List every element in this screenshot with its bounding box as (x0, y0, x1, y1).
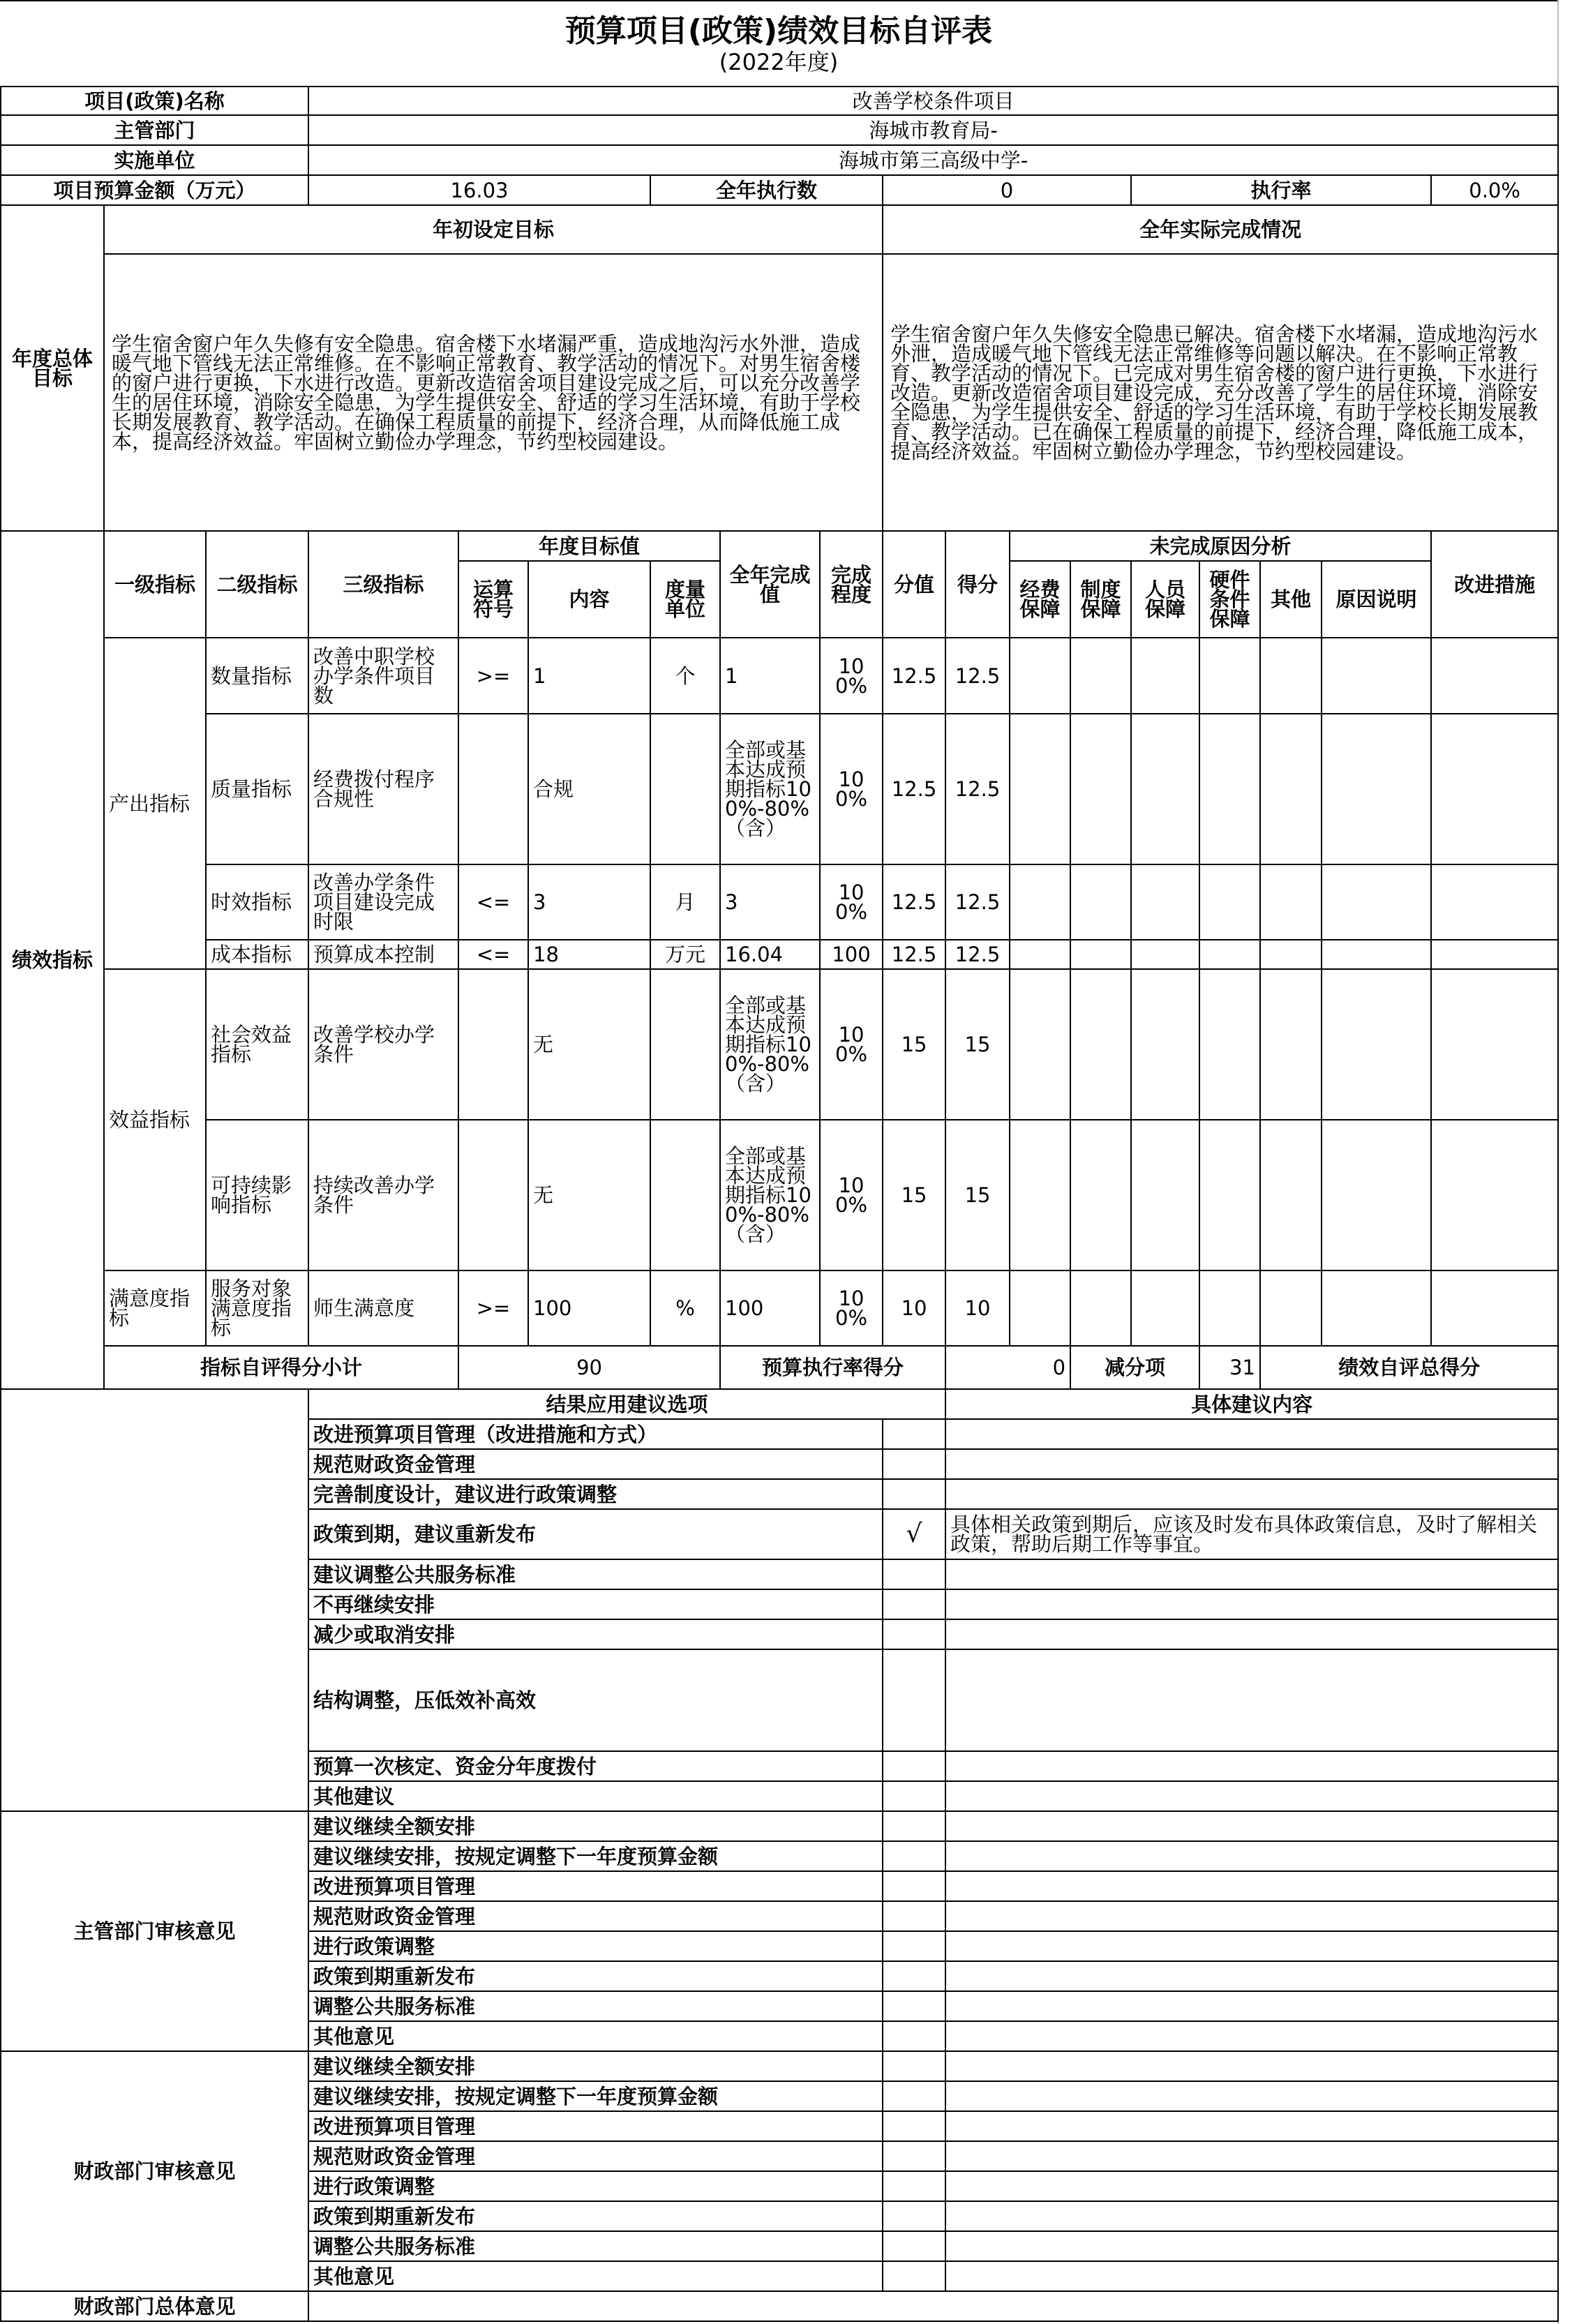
indicator-row (1, 638, 1558, 714)
form-year: (2022年度) (719, 49, 839, 75)
reason-cell[interactable] (1070, 714, 1131, 864)
indicator-degree[interactable]: 100% (820, 1270, 883, 1346)
reason-cell[interactable] (1260, 1270, 1322, 1346)
info-row-dept (1, 115, 1558, 145)
improve-cell[interactable] (1431, 864, 1558, 940)
indicator-l2: 质量指标 (206, 714, 308, 864)
dept-review-content[interactable] (945, 1961, 1558, 1991)
reason-cell[interactable] (1010, 1270, 1070, 1346)
indicator-row (1, 864, 1558, 940)
exec-value[interactable]: 0 (883, 175, 1131, 205)
reason-cell[interactable] (1010, 1120, 1070, 1270)
indicator-l2: 数量指标 (206, 638, 308, 714)
dept-review-check[interactable] (883, 2021, 945, 2051)
summary-row (1, 1346, 1558, 1389)
finance-review-check[interactable] (883, 2051, 945, 2081)
indicator-op[interactable] (458, 714, 528, 864)
indicator-l3: 预算成本控制 (308, 940, 458, 969)
info-row-budget (1, 175, 1558, 205)
indicator-got[interactable]: 15 (945, 969, 1010, 1120)
result-option-check[interactable] (883, 1419, 945, 1449)
info-row-unit (1, 145, 1558, 175)
finance-review-check[interactable] (883, 2261, 945, 2291)
indicator-l3: 师生满意度 (308, 1270, 458, 1346)
unit-value[interactable]: 海城市第三高级中学- (308, 145, 1558, 175)
level3-header: 三级指标 (308, 531, 458, 638)
indicator-row (1, 714, 1558, 864)
improve-cell[interactable] (1431, 940, 1558, 969)
initial-goal-header: 年初设定目标 (104, 205, 883, 254)
result-option-content[interactable]: 具体相关政策到期后，应该及时发布具体政策信息，及时了解相关政策，帮助后期工作等事宜。 (945, 1509, 1558, 1559)
budget-label: 项目预算金额（万元） (1, 175, 308, 205)
reason-cell[interactable] (1199, 969, 1260, 1120)
finance-review-check[interactable] (883, 2081, 945, 2111)
goals-header-row (1, 205, 1558, 254)
improve-cell[interactable] (1431, 969, 1558, 1120)
result-option-label: 预算一次核定、资金分年度拨付 (308, 1751, 883, 1781)
reason-cell[interactable] (1131, 864, 1199, 940)
reason-cell[interactable] (1322, 638, 1431, 714)
indicator-degree[interactable]: 100% (820, 969, 883, 1120)
result-option-check[interactable] (883, 1751, 945, 1781)
finance-overall-content[interactable] (308, 2291, 1558, 2321)
actual-completion-header: 全年实际完成情况 (883, 205, 1558, 254)
finance-review-content[interactable] (945, 2141, 1558, 2171)
result-option-check[interactable] (883, 1649, 945, 1751)
indicator-score[interactable]: 12.5 (883, 864, 945, 940)
rate-value[interactable]: 0.0% (1431, 175, 1558, 205)
subtotal-label: 指标自评得分小计 (104, 1346, 458, 1389)
indicator-l2: 社会效益指标 (206, 969, 308, 1120)
finance-review-label: 财政部门审核意见 (1, 2051, 308, 2291)
dept-review-label: 主管部门审核意见 (1, 1811, 308, 2051)
indicator-op[interactable]: <= (458, 864, 528, 940)
reason-cell[interactable] (1260, 969, 1322, 1120)
finance-review-content[interactable] (945, 2201, 1558, 2231)
reason-cell[interactable] (1322, 714, 1431, 864)
reason-cell[interactable] (1131, 714, 1199, 864)
budget-value[interactable]: 16.03 (308, 175, 650, 205)
finance-review-option: 政策到期重新发布 (308, 2201, 883, 2231)
indicator-content[interactable]: 无 (528, 969, 650, 1120)
result-option-label: 结构调整，压低效补高效 (308, 1649, 883, 1751)
result-option-label: 其他建议 (308, 1781, 883, 1811)
finance-review-content[interactable] (945, 2261, 1558, 2291)
indicator-unit[interactable]: 月 (650, 864, 720, 940)
finance-review-option: 进行政策调整 (308, 2171, 883, 2201)
reason-cell[interactable] (1070, 940, 1131, 969)
form-title-block (0, 0, 1557, 86)
indicator-degree[interactable]: 100% (820, 864, 883, 940)
indicator-op[interactable] (458, 969, 528, 1120)
level2-header: 二级指标 (206, 531, 308, 638)
deduct-label: 减分项 (1070, 1346, 1199, 1389)
project-name-label: 项目(政策)名称 (1, 87, 308, 115)
results-header-row (1, 1389, 1558, 1419)
indicator-l2: 成本指标 (206, 940, 308, 969)
indicator-actual[interactable]: 100 (720, 1270, 820, 1346)
indicator-score[interactable]: 12.5 (883, 638, 945, 714)
reason-cell[interactable] (1260, 638, 1322, 714)
finance-review-check[interactable] (883, 2111, 945, 2141)
indicator-row (1, 1270, 1558, 1346)
got-header: 得分 (945, 531, 1010, 638)
result-content-header: 具体建议内容 (945, 1389, 1558, 1419)
indicator-op[interactable] (458, 1120, 528, 1270)
sheet-gridline-margin (1557, 0, 1579, 2324)
rate-label: 执行率 (1131, 175, 1431, 205)
reason-funding-header: 经费保障 (1010, 561, 1070, 638)
indicator-degree[interactable]: 100% (820, 638, 883, 714)
group-benefit: 效益指标 (104, 969, 206, 1270)
reason-staff-header: 人员保障 (1131, 561, 1199, 638)
indicator-content[interactable]: 无 (528, 1120, 650, 1270)
finance-review-content[interactable] (945, 2231, 1558, 2261)
indicator-actual[interactable]: 1 (720, 638, 820, 714)
dept-review-check[interactable] (883, 1811, 945, 1841)
score-header: 分值 (883, 531, 945, 638)
reason-cell[interactable] (1322, 864, 1431, 940)
result-option-content[interactable] (945, 1649, 1558, 1751)
dept-review-check[interactable] (883, 1841, 945, 1871)
indicator-score[interactable]: 10 (883, 1270, 945, 1346)
finance-overall-label: 财政部门总体意见 (1, 2291, 308, 2321)
finance-review-option: 规范财政资金管理 (308, 2141, 883, 2171)
indicator-l3: 改善中职学校办学条件项目数 (308, 638, 458, 714)
improve-cell[interactable] (1431, 1270, 1558, 1346)
dept-review-option: 其他意见 (308, 2021, 883, 2051)
reason-system-header: 制度保障 (1070, 561, 1131, 638)
dept-review-content[interactable] (945, 1901, 1558, 1931)
level1-header: 一级指标 (104, 531, 206, 638)
finance-review-check[interactable] (883, 2141, 945, 2171)
indicator-actual[interactable]: 全部或基本达成预期指标100%-80%（含） (720, 1120, 820, 1270)
indicator-score[interactable]: 12.5 (883, 714, 945, 864)
indicator-l3: 改善学校办学条件 (308, 969, 458, 1120)
finance-review-option: 调整公共服务标准 (308, 2231, 883, 2261)
indicator-score[interactable]: 15 (883, 969, 945, 1120)
result-option-check[interactable] (883, 1449, 945, 1479)
reason-cell[interactable] (1199, 1270, 1260, 1346)
reason-cell[interactable] (1070, 1120, 1131, 1270)
indicator-l3: 改善办学条件项目建设完成时限 (308, 864, 458, 940)
finance-review-option: 建议继续安排，按规定调整下一年度预算金额 (308, 2081, 883, 2111)
result-option-check[interactable] (883, 1619, 945, 1649)
indicator-l2: 可持续影响指标 (206, 1120, 308, 1270)
finance-review-option: 建议继续全额安排 (308, 2051, 883, 2081)
indicator-content[interactable]: 3 (528, 864, 650, 940)
indicator-content[interactable]: 18 (528, 940, 650, 969)
dept-review-check[interactable] (883, 1991, 945, 2021)
improve-cell[interactable] (1431, 714, 1558, 864)
unit-label: 实施单位 (1, 145, 308, 175)
indicator-score[interactable]: 15 (883, 1120, 945, 1270)
indicator-got[interactable]: 12.5 (945, 940, 1010, 969)
result-option-content[interactable] (945, 1479, 1558, 1509)
indicator-unit[interactable]: 万元 (650, 940, 720, 969)
group-satisfaction: 满意度指标 (104, 1270, 206, 1346)
result-option-check[interactable] (883, 1559, 945, 1589)
reason-cell[interactable] (1199, 714, 1260, 864)
reason-cell[interactable] (1131, 1270, 1199, 1346)
finance-review-content[interactable] (945, 2081, 1558, 2111)
dept-review-content[interactable] (945, 1931, 1558, 1961)
indicator-actual[interactable]: 全部或基本达成预期指标100%-80%（含） (720, 714, 820, 864)
actual-value-header: 全年完成值 (720, 531, 820, 638)
result-option-content[interactable] (945, 1419, 1558, 1449)
finance-review-check[interactable] (883, 2231, 945, 2261)
indicator-row (1, 940, 1558, 969)
indicator-actual[interactable]: 全部或基本达成预期指标100%-80%（含） (720, 969, 820, 1120)
indicator-got[interactable]: 12.5 (945, 638, 1010, 714)
improve-cell[interactable] (1431, 1120, 1558, 1270)
reason-cell[interactable] (1322, 1270, 1431, 1346)
budget-score-label: 预算执行率得分 (720, 1346, 945, 1389)
content-header: 内容 (528, 561, 650, 638)
indicator-unit[interactable] (650, 714, 720, 864)
indicator-got[interactable]: 12.5 (945, 714, 1010, 864)
results-blank-label (1, 1389, 308, 1811)
dept-review-check[interactable] (883, 1901, 945, 1931)
dept-review-option: 政策到期重新发布 (308, 1961, 883, 1991)
indicator-actual[interactable]: 16.04 (720, 940, 820, 969)
dept-review-content[interactable] (945, 2021, 1558, 2051)
reason-cell[interactable] (1070, 1270, 1131, 1346)
improve-cell[interactable] (1431, 638, 1558, 714)
result-option-check[interactable] (883, 1479, 945, 1509)
actual-completion-text[interactable]: 学生宿舍窗户年久失修安全隐患已解决。宿舍楼下水堵漏，造成地沟污水外泄，造成暖气地下管线无法正常维修等问题以解决。在不影响正常教育、教学活动的情况下。已完成对男生宿舍楼的窗户进行更换，下水进行改造。更新改造宿舍项目建设完成，充分改善了学生的居住环境，消除安全隐患，为学生提供安全、舒适的学习生活环境，有助于学校长期发展教育、教学活动。已在确保工程质量的前提下，经济合理，降低施工成本，提高经济效益。牢固树立勤俭办学理念，节约型校园建设。 (883, 254, 1558, 531)
result-option-check[interactable] (883, 1781, 945, 1811)
result-option-label: 改进预算项目管理（改进措施和方式） (308, 1419, 883, 1449)
reason-cell[interactable] (1199, 864, 1260, 940)
indicator-l3: 持续改善办学条件 (308, 1120, 458, 1270)
improve-header: 改进措施 (1431, 531, 1558, 638)
reason-cell[interactable] (1322, 940, 1431, 969)
info-row-name (1, 87, 1558, 115)
dept-review-option: 建议继续安排，按规定调整下一年度预算金额 (308, 1841, 883, 1871)
reason-cell[interactable] (1322, 969, 1431, 1120)
indicator-score[interactable]: 12.5 (883, 940, 945, 969)
indicator-unit[interactable]: % (650, 1270, 720, 1346)
reason-cell[interactable] (1010, 969, 1070, 1120)
dept-review-check[interactable] (883, 1931, 945, 1961)
finance-review-content[interactable] (945, 2111, 1558, 2141)
dept-review-option: 规范财政资金管理 (308, 1901, 883, 1931)
result-option-content[interactable] (945, 1449, 1558, 1479)
result-option-check[interactable]: √ (883, 1509, 945, 1559)
evaluation-table (0, 86, 1559, 2322)
indicator-row (1, 969, 1558, 1120)
degree-header: 完成程度 (820, 531, 883, 638)
dept-review-content[interactable] (945, 1841, 1558, 1871)
reason-cell[interactable] (1260, 714, 1322, 864)
reason-hardware-header: 硬件条件保障 (1199, 561, 1260, 638)
indicator-got[interactable]: 15 (945, 1120, 1010, 1270)
reason-cell[interactable] (1131, 638, 1199, 714)
result-option-label: 建议调整公共服务标准 (308, 1559, 883, 1589)
reason-cell[interactable] (1131, 1120, 1199, 1270)
exec-label: 全年执行数 (650, 175, 883, 205)
result-option-label: 规范财政资金管理 (308, 1449, 883, 1479)
goals-text-row (1, 254, 1558, 531)
performance-indicator-label: 绩效指标 (1, 531, 104, 1389)
annual-goal-label: 年度总体目标 (1, 205, 104, 531)
result-option-content[interactable] (945, 1559, 1558, 1589)
reason-cell[interactable] (1260, 940, 1322, 969)
result-option-label: 不再继续安排 (308, 1589, 883, 1619)
result-options-header: 结果应用建议选项 (308, 1389, 945, 1419)
indicator-op[interactable]: >= (458, 1270, 528, 1346)
deduct-value[interactable]: 31 (1199, 1346, 1260, 1389)
indicator-header-row-1 (1, 531, 1558, 561)
finance-review-option: 改进预算项目管理 (308, 2111, 883, 2141)
finance-review-row (1, 2051, 1558, 2081)
result-option-check[interactable] (883, 1589, 945, 1619)
reason-cell[interactable] (1260, 864, 1322, 940)
dept-review-option: 建议继续全额安排 (308, 1811, 883, 1841)
dept-review-content[interactable] (945, 1871, 1558, 1901)
dept-review-row (1, 1811, 1558, 1841)
reason-cell[interactable] (1199, 638, 1260, 714)
reason-cell[interactable] (1070, 864, 1131, 940)
reason-cell[interactable] (1010, 714, 1070, 864)
indicator-row (1, 1120, 1558, 1270)
indicator-l2: 时效指标 (206, 864, 308, 940)
indicator-degree[interactable]: 100% (820, 714, 883, 864)
reason-cell[interactable] (1070, 638, 1131, 714)
reason-cell[interactable] (1199, 940, 1260, 969)
reason-cell[interactable] (1131, 940, 1199, 969)
indicator-got[interactable]: 10 (945, 1270, 1010, 1346)
reason-cell[interactable] (1070, 969, 1131, 1120)
dept-label: 主管部门 (1, 115, 308, 145)
dept-review-check[interactable] (883, 1961, 945, 1991)
reason-cell[interactable] (1010, 940, 1070, 969)
reason-cell[interactable] (1199, 1120, 1260, 1270)
indicator-unit[interactable]: 个 (650, 638, 720, 714)
dept-review-option: 调整公共服务标准 (308, 1991, 883, 2021)
reason-cell[interactable] (1260, 1120, 1322, 1270)
group-output: 产出指标 (104, 638, 206, 969)
target-value-header: 年度目标值 (458, 531, 720, 561)
reason-cell[interactable] (1010, 864, 1070, 940)
initial-goal-text[interactable]: 学生宿舍窗户年久失修有安全隐患。宿舍楼下水堵漏严重，造成地沟污水外泄，造成暖气地下管线无法正常维修。在不影响正常教育、教学活动的情况下。对男生宿舍楼的窗户进行更换，下水进行改造。更新改造宿舍项目建设完成之后，可以充分改善学生的居住环境，消除安全隐患，为学生提供安全、舒适的学习生活环境，有助于学校长期发展教育、教学活动。在确保工程质量的前提下，经济合理，从而降低施工成本，提高经济效益。牢固树立勤俭办学理念，节约型校园建设。 (104, 254, 883, 531)
unit-header: 度量单位 (650, 561, 720, 638)
dept-review-content[interactable] (945, 1991, 1558, 2021)
indicator-unit[interactable] (650, 1120, 720, 1270)
finance-review-option: 其他意见 (308, 2261, 883, 2291)
indicator-degree[interactable]: 100% (820, 1120, 883, 1270)
result-option-label: 完善制度设计，建议进行政策调整 (308, 1479, 883, 1509)
result-option-label: 减少或取消安排 (308, 1619, 883, 1649)
indicator-content[interactable]: 100 (528, 1270, 650, 1346)
operator-header: 运算符号 (458, 561, 528, 638)
indicator-got[interactable]: 12.5 (945, 864, 1010, 940)
subtotal-value[interactable]: 90 (458, 1346, 720, 1389)
reason-analysis-header: 未完成原因分析 (1010, 531, 1431, 561)
indicator-content[interactable]: 1 (528, 638, 650, 714)
indicator-content[interactable]: 合规 (528, 714, 650, 864)
budget-score-value[interactable]: 0 (945, 1346, 1070, 1389)
finance-review-content[interactable] (945, 2171, 1558, 2201)
project-name-value[interactable]: 改善学校条件项目 (308, 87, 1558, 115)
reason-cell[interactable] (1322, 1120, 1431, 1270)
indicator-unit[interactable] (650, 969, 720, 1120)
finance-overall-row (1, 2291, 1558, 2321)
dept-review-check[interactable] (883, 1871, 945, 1901)
total-label: 绩效自评总得分 (1260, 1346, 1558, 1389)
reason-other-header: 其他 (1260, 561, 1322, 638)
result-option-content[interactable] (945, 1619, 1558, 1649)
finance-review-check[interactable] (883, 2201, 945, 2231)
indicator-op[interactable]: <= (458, 940, 528, 969)
indicator-actual[interactable]: 3 (720, 864, 820, 940)
reason-cell[interactable] (1131, 969, 1199, 1120)
finance-review-check[interactable] (883, 2171, 945, 2201)
form-title: 预算项目(政策)绩效目标自评表 (564, 13, 993, 49)
reason-desc-header: 原因说明 (1322, 561, 1431, 638)
result-option-label: 政策到期，建议重新发布 (308, 1509, 883, 1559)
result-option-content[interactable] (945, 1781, 1558, 1811)
indicator-op[interactable]: >= (458, 638, 528, 714)
indicator-l3: 经费拨付程序合规性 (308, 714, 458, 864)
indicator-degree[interactable]: 100 (820, 940, 883, 969)
finance-review-content[interactable] (945, 2051, 1558, 2081)
result-option-content[interactable] (945, 1589, 1558, 1619)
reason-cell[interactable] (1010, 638, 1070, 714)
indicator-l2: 服务对象满意度指标 (206, 1270, 308, 1346)
dept-review-option: 改进预算项目管理 (308, 1871, 883, 1901)
dept-review-option: 进行政策调整 (308, 1931, 883, 1961)
dept-value[interactable]: 海城市教育局- (308, 115, 1558, 145)
dept-review-content[interactable] (945, 1811, 1558, 1841)
result-option-content[interactable] (945, 1751, 1558, 1781)
